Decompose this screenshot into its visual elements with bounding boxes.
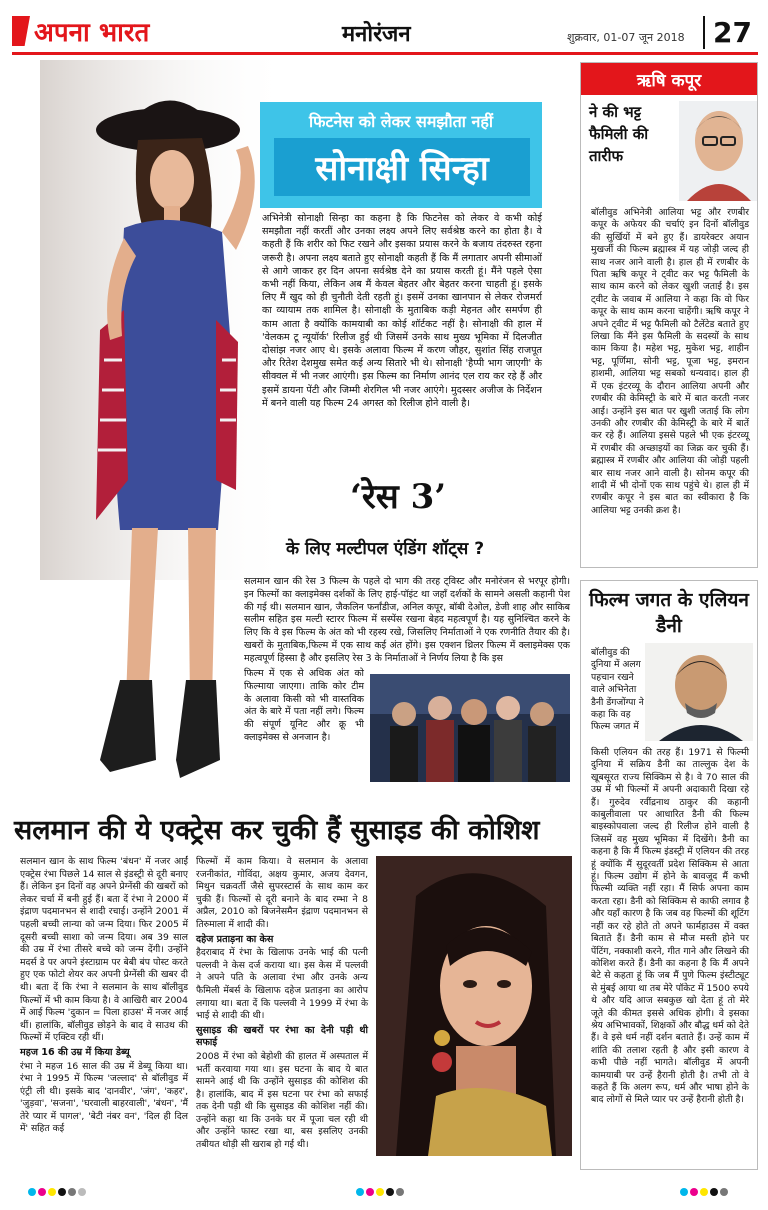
reg-magenta-icon [690,1188,698,1196]
race3-article-body-cont: फिल्म में एक से अधिक अंत को फिल्माया जाएगा। ताकि कोर टीम के अलावा किसी को भी वास्तविक अंत के बारे में पता नहीं लगे। फिल्म की संपूर्ण यूनिट और क्रू भी क्लाइमेक्स से अनजान है। [244,668,364,743]
race3-article-body: सलमान खान की रेस 3 फिल्म के पहले दो भाग की तरह ट्विस्ट और मनोरंजन से भरपूर होगी। इन फिल्मों का क्लाइमेक्स दर्शकों के लिए हाई-पॉइंट था जहाँ दर्शकों के सामने असली कहानी पेश की गई थी। सलमान खान, जैकलिन फर्नांडीज, अनिल कपूर, बॉबी देओल, डेजी शाह और साकिब सलीम सहित इस मल्टी स्टारर फिल्म में सस्पेंस रखना बेहद महत्वपूर्ण है। यह सुनिश्चित करने के लिए कि वे इस फिल्म के अंत को भी रहस्य रखे, जिसलिए निर्माताओं ने एक रणनीति तैयार की है। खबरों के मुताबिक,फिल्म में एक साथ कई अंत होंगे। इस एक्शन थ्रिलर फिल्म में क्लाइमेक्स एक महत्वपूर्ण हिस्सा है और इसलिए रेस 3 के निर्माताओं ने निर्णय लिया है कि इस [244,576,570,664]
reg-magenta-icon [38,1188,46,1196]
rambha-column-1 [20,856,188,1136]
brand-name: अपना भारत [34,18,150,48]
reg-black-icon [386,1188,394,1196]
reg-cyan-icon [680,1188,688,1196]
rambha-col2b-text: हैदराबाद में रंभा के खिलाफ उनके भाई की पत्नी पल्लवी ने केस दर्ज कराया था। इस केस में पल्लवी ने अपने पति के अलावा रंभा और उनके अन्य फैमिली मेंबर्स के खिलाफ दहेज प्रताड़ना का आरोप लगाया था। बता दें कि पल्लवी ने 1999 में रंभा के भाई से शादी की थी। [196,947,368,1022]
page-number: 27 [703,16,752,49]
rishi-tag: ऋषि कपूर [581,63,757,95]
reg-yellow-icon [700,1188,708,1196]
reg-yellow-icon [376,1188,384,1196]
brand-logo [12,14,149,48]
rishi-kapoor-box [580,62,758,568]
rambha-col1b-text: रंभा ने महज 16 साल की उम्र में डेब्यू किया था। रंभा ने 1995 में फिल्म 'जल्लाद' से बॉलीवुड में एंट्री ली थी। इसके बाद 'दानवीर', 'जंग', 'कहर', 'जुड़वा', 'सजना', 'घरवाली बाहरवाली', 'बंधन', 'मैं तेरे प्यार में पागल', 'बेटी नंबर वन', 'दिल ही दिल में' सहित कई [20,1060,188,1135]
rishi-headline: ने की भट्ट फैमिली की तारीफ [589,103,649,165]
reg-cyan-icon [28,1188,36,1196]
masthead-rule [12,52,758,55]
color-registration-right [680,1188,728,1198]
reg-cyan-icon [356,1188,364,1196]
sonakshi-kicker: फिटनेस को लेकर समझौता नहीं [308,112,494,131]
danny-box [580,580,758,1170]
rambha-photo [376,856,572,1156]
issue-date: शुक्रवार, 01-07 जून 2018 [567,31,685,44]
danny-photo [645,643,753,741]
reg-grey-icon [396,1188,404,1196]
color-registration-center [356,1188,404,1198]
reg-black-icon [58,1188,66,1196]
section-name: मनोरंजन [342,22,411,47]
rambha-headline: सलमान की ये एक्ट्रेस कर चुकी हैं सुसाइड की कोशिश [14,815,540,846]
rambha-col2-text: फिल्मों में काम किया। वे सलमान के अलावा रजनीकांत, गोविंदा, अक्षय कुमार, अजय देवगन, मिथुन चक्रवर्ती जैसे सुपरस्टार्स के साथ काम कर चुकी हैं। फिल्मों से दूरी बनाने के बाद रम्भा ने 8 अप्रैल, 2010 को बिजनेसमैन इंद्राण पदमानभन से तिरुमाला में शादी की। [196,856,368,930]
rambha-col2c-text: 2008 में रंभा को बेहोशी की हालत में अस्पताल में भर्ती करवाया गया था। इस घटना के बाद ये बात सामने आई थी कि उन्होंने सुसाइड की कोशिश की है। हालांकि, बाद में इस घटना पर रंभा को सफाई तक देनी पड़ी थी कि सुसाइड की कोशिश नहीं की। उन्होंने कहा था कि उनके घर में पूजा चल रही थी और उन्होंने फास्ट रखा था, बस इसलिए उनकी तबीयत थोड़ी सी खराब हो गई थी। [196,1050,368,1151]
rishi-photo [679,101,757,201]
sonakshi-title-box [274,138,530,196]
danny-article-intro: बॉलीवुड की दुनिया में अलग पहचान रखने वाले अभिनेता डैनी डेंगजोंग्पा ने कहा कि वह फिल्म जगत में [591,647,644,733]
brand-mark-icon [12,16,30,46]
reg-magenta-icon [366,1188,374,1196]
race3-cast-photo [370,674,570,782]
race3-title: ‘रेस 3’ [350,477,447,517]
rambha-column-2 [196,856,368,1152]
reg-grey-icon [68,1188,76,1196]
reg-black-icon [710,1188,718,1196]
reg-yellow-icon [48,1188,56,1196]
rishi-article-body: बॉलीवुड अभिनेत्री आलिया भट्ट और रणबीर कपूर के अफेयर की चर्चाएं इन दिनों बॉलीवुड की सुर्खियों में बने हुए हैं। डायरेक्टर अयान मुखर्जी की फिल्म ब्रह्मास्त्र में यह जोड़ी जल्द ही साथ नजर आने वाली है। हाल ही में रणबीर के पिता ऋषि कपूर ने ट्वीट कर भट्ट फैमिली के साथ काम करने को लेकर खुशी जताई है। इस ट्वीट के जवाब में आलिया ने कहा कि वो फिर कपूर के साथ काम करना चाहेंगी। ऋषि कपूर ने अपने ट्वीट में भट्ट फैमिली को टैलेंटेड बताते हुए लिखा कि मैंने इस फैमिली के सदस्यों के साथ काम किया है। महेश भट्ट, मुकेश भट्ट, शाहीन भट्ट, पूर्णिमा, सोनी भट्ट, पूजा भट्ट, इमरान हाशमी, आलिया भट्ट सबको धन्यवाद। हाल ही में एक इंटरव्यू के दौरान आलिया अपनी और रणबीर की केमिस्ट्री के बारे में बात करती नजर आई। उन्होंने इस बात पर खुशी जताई कि लोग उनकी और रणबीर की केमिस्ट्री के बारे में बातें कर रहे हैं। आलिया इससे पहले भी एक इंटरव्यू में रणबीर की अच्छाइयों का जिक्र कर चुकी हैं। ब्रह्मास्त्र में रणबीर और आलिया की जोड़ी पहली बार साथ नजर आने वाली है। सोनम कपूर की शादी में भी दोनों एक साथ पहुंचे थे। हाल ही में रणबीर कपूर ने इस बात का स्वीकारा है कि आलिया भट्ट उनकी क्रश है। [591,207,749,516]
race3-subtitle: के लिए मल्टीपल एंडिंग शॉट्स ? [286,539,485,559]
rambha-subhead-dowry: दहेज प्रताड़ना का केस [196,933,274,945]
danny-article-body: किसी एलियन की तरह हैं। 1971 से फिल्मी दुनिया में सक्रिय डैनी का ताल्लुक देश के खूबसूरत राज्य सिक्किम से है। वे 70 साल की उम्र में भी फिल्मों में अपनी अदाकारी दिखा रहे हैं। गुरुदेव रवींद्रनाथ ठाकुर की कहानी काबुलीवाला पर आधारित डैनी की फिल्म बाइस्कोपवाला जल्द ही रिलीज होने वाली है जिसमें वह मुख्य भूमिका में दिखेंगे। डैनी का कहना है कि मैं फिल्म इंडस्ट्री में एलियन की तरह हूं क्योंकि मैं सुदूरवर्ती प्रदेश सिक्किम से आता हूं। फिल्म उद्योग में होने के बावजूद मैं कभी फिल्मी व्यक्ति नहीं रहा। मैं सिर्फ अपना काम करता रहा। डैनी को सिक्किम से काफी लगाव है और यहाँ कारण है कि जब वह फिल्मों की शूटिंग नहीं कर रहे होते तो अपने फार्महाउस में वक्त बिताते हैं। डैनी काम से मौज मस्ती होने पर पेंटिंग, नक्काशी करने, गीत गाने और लिखने की कोशिश करते हैं। डैनी का कहना है कि मैं अपने बेटे से कहता हूं कि जब मैं पुणे फिल्म इंस्टीट्यूट से मुंबई आया था तब मेरे पॉकेट में 1500 रुपये थे और यदि आज सबकुछ खो देता हूं तो मेरे जूते की कीमत इससे अधिक होगी। वे इसका श्रेय अभिभावकों, शिक्षकों और बौद्ध धर्म को देते हैं। वे इसे धर्म नहीं दर्शन बताते हैं। उन्हें काम में शांति की तलाश रहती है और इसी कारण वे कभी पीछे नहीं भागते। बॉलीवुड में अपनी कामयाबी पर उन्हें हैरानी होती है। तभी तो वे कहते हैं कि अलग रूप, धर्म और भाषा होने के बाद लोगों से मिले प्यार पर उन्हें हैरानी होती है। [591,747,749,1106]
reg-grey-icon [720,1188,728,1196]
sonakshi-headline-panel [260,102,542,208]
danny-headline: फिल्म जगत के एलियन डैनी [589,589,749,637]
color-registration-left [28,1188,86,1198]
rambha-col1-text: सलमान खान के साथ फिल्म 'बंधन' में नजर आईं एक्ट्रेस रंभा पिछले 14 साल से इंडस्ट्री से दूरी बनाए हैं। लेकिन इन दिनों वह अपने प्रेग्नेंसी की खबरों को लेकर चर्चा में बनी हुई हैं। बता दें रंभा ने 2000 में इंद्राण पदमानभन से शादी रचाई। उन्होंने 2001 में पहली बच्ची लान्या को जन्म दिया। फिर 2005 में दूसरी बच्ची साशा को जन्म दिया। अब 39 साल की उम्र में रंभा तीसरे बच्चे को जन्म देंगी। उन्होंने मदर्स डे पर अपने इंस्टाग्राम पर बेबी बंप पोस्ट करते हुए एक फोटो शेयर कर अपनी प्रेग्नेंसी की खबर दी थी। बता दें कि रंभा ने सलमान के साथ बॉलीवुड फिल्मों में भी काम किया है। वे आखिरी बार 2004 में आई फिल्म 'दुकान = पिला हाउस' में नजर आई थीं। हालांकि, बॉलीवुड छोड़ने के बाद वे साउथ की फिल्मों में एक्टिव रही थीं। [20,856,188,1044]
sonakshi-title: सोनाक्षी सिन्हा [315,149,489,189]
sonakshi-article-body: अभिनेत्री सोनाक्षी सिन्हा का कहना है कि फिटनेस को लेकर वे कभी कोई समझौता नहीं करतीं और उनका लक्ष्य अपने लिए सर्वश्रेष्ठ करने का होता है। वे कहती हैं कि शरीर को फिट रखने और इसका प्रयास करने के बजाय तंदरुस्त रहना जरूरी है। अपना लक्ष्य बताते हुए सोनाक्षी कहती हैं कि मैं लगातार अपनी सीमाओं से आगे जाकर हर दिन अपना सर्वश्रेष्ठ देने का प्रयास करती हूं। मैंने पहले ऐसा कभी नहीं किया, लेकिन अब मैं केवल बेहतर और बेहतर करना चाहती हूं। इसके लिए मैं खुद को ही चुनौती देती रहती हूं। इसमें उनका खानपान से लेकर रोजमर्रा का व्यायाम तक शामिल है। सोनाक्षी के मुताबिक कड़ी मेहनत और समर्पण ही काम आता है क्योंकि कामयाबी का कोई शॉर्टकट नहीं है। सोनाक्षी की हाल में 'वेलकम टू न्यूयॉर्क' रिलीज हुई थी जिसमें उनके साथ मुख्य भूमिका में दिलजीत दोसांझ नजर आए थे। इसके अलावा फिल्म में करण जौहर, सुशांत सिंह राजपूत और रितेश देशमुख समेत कई अन्य सितारे भी थे। सोनाक्षी 'हैप्पी भाग जाएगी' के सीक्वल में भी नजर आएंगी। इस फिल्म का निर्माण आनंद एल राय कर रहे हैं और इसमें डायना पेंटी और जिम्मी शेरगिल भी नजर आएंगे। मुदस्सर अजीज के निर्देशन में बनने वाली यह फिल्म 24 अगस्त को रिलीज होने वाली है। [262,213,542,409]
masthead [12,14,758,54]
rambha-subhead-suicide: सुसाइड की खबरों पर रंभा का देनी पड़ी थी सफाई [196,1024,368,1049]
rambha-subhead-debut: महज 16 की उम्र में किया डेब्यू [20,1046,130,1058]
reg-lightgrey-icon [78,1188,86,1196]
